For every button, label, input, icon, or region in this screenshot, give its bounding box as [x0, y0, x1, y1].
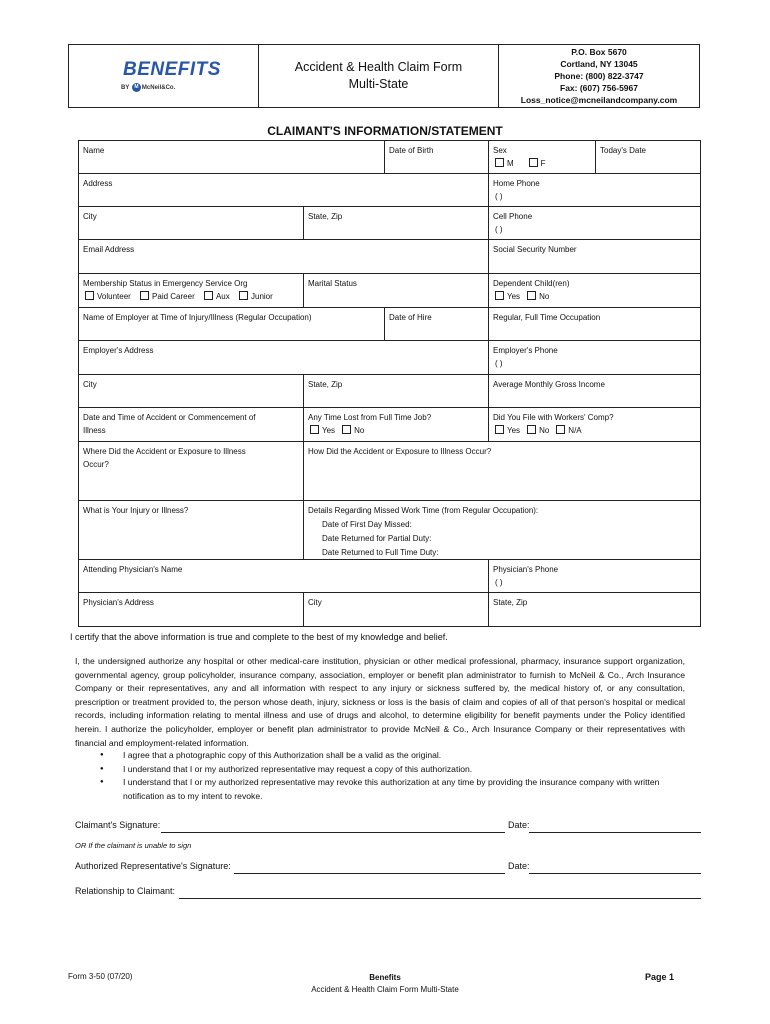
- form-row: [79, 501, 700, 560]
- paid-career-checkbox[interactable]: [140, 291, 149, 300]
- dependent-yes-checkbox[interactable]: [495, 291, 504, 300]
- mcneil-badge-icon: M: [132, 83, 141, 92]
- dependent-no-checkbox[interactable]: [527, 291, 536, 300]
- state-zip-field[interactable]: State, Zip: [304, 207, 489, 239]
- todays-date-field[interactable]: Today's Date: [600, 146, 646, 155]
- sex-f-checkbox[interactable]: [529, 158, 538, 167]
- home-phone-field[interactable]: Home Phone ( ): [493, 179, 540, 201]
- missed-work-field[interactable]: Details Regarding Missed Work Time (from Regular Occupation): Date of First Day Missed: Date Returned for Partial Duty: Date Returned to Full Time Duty:: [308, 506, 539, 557]
- form-row: [79, 207, 700, 240]
- address-field[interactable]: Address: [79, 174, 489, 206]
- accident-date-field[interactable]: Date and Time of Accident or Commencement of Illness: [79, 408, 304, 441]
- page-number: Page 1: [645, 972, 675, 982]
- membership-status-field: Membership Status in Emergency Service Org Volunteer Paid Career Aux Junior: [79, 274, 304, 307]
- employer-address-field[interactable]: Employer's Address: [79, 341, 489, 374]
- accident-description-field[interactable]: How Did the Accident or Exposure to Illness Occur?: [308, 447, 492, 456]
- form-row: [79, 341, 700, 375]
- comp-na-checkbox[interactable]: [556, 425, 565, 434]
- claimant-date-line[interactable]: [529, 832, 701, 833]
- form-row: [79, 442, 700, 501]
- certification-statement: I certify that the above information is true and complete to the best of my knowledge and belief.: [70, 632, 448, 642]
- form-number: Form 3-50 (07/20): [68, 972, 133, 981]
- comp-no-checkbox[interactable]: [527, 425, 536, 434]
- claimant-signature-row: Claimant's Signature: Date:: [75, 820, 705, 834]
- marital-status-field[interactable]: Marital Status: [304, 274, 489, 307]
- physician-name-field[interactable]: Attending Physician's Name: [79, 560, 489, 592]
- sex-field: Sex M F: [489, 141, 596, 173]
- email-field[interactable]: Email Address: [79, 240, 489, 273]
- logo-byline: BY M McNeil&Co.: [121, 84, 176, 92]
- loss-notice-email[interactable]: Loss_notice@mcneilandcompany.com: [520, 95, 678, 105]
- authorization-paragraph: I, the undersigned authorize any hospital or other medical-care institution, physician or other medical professional, pharmacy, insurance support organization, governmental agency, group policyholder, insurance company, association, employer or benefit plan administrator to furnish to McNeil & Co., Arch Insurance Company or their representatives, any and all information with respect to any injury or sickness suffered by, the medical history of, or any consultation, prescription or treatment provided to, the person whose death, injury, sickness or loss is the basis of claim and copies of all of that person's hospital or medical records, including information relating to mental illness and use of drugs and alcohol, to determine eligibility for benefit payments under the Policy identified herein. I authorize the policyholder, employer or benefit plan administrator to provide McNeil & Co., Arch Insurance Company or their representatives with financial and employment-related information.: [75, 656, 685, 748]
- list-item: ● I understand that I or my authorized representative may request a copy of this authorization.: [100, 763, 680, 777]
- list-item: ● I agree that a photographic copy of this Authorization shall be a valid as the original.: [100, 749, 680, 763]
- accident-location-field[interactable]: Where Did the Accident or Exposure to Illness Occur?: [79, 442, 304, 500]
- workers-comp-field: Did You File with Workers' Comp? Yes No N/A: [493, 413, 614, 435]
- occupation-field[interactable]: Regular, Full Time Occupation: [493, 313, 601, 322]
- form-row: [79, 560, 700, 593]
- employer-city-field[interactable]: City: [79, 375, 304, 407]
- representative-date-line[interactable]: [529, 873, 701, 874]
- footer-center: Benefits Accident & Health Claim Form Multi-State: [311, 973, 459, 994]
- form-row: [79, 408, 700, 442]
- list-item: ● I understand that I or my authorized representative may revoke this authorization at any time by providing the insurance company with written notification as to my intent to revoke.: [100, 776, 680, 803]
- form-row: [79, 274, 700, 308]
- cell-phone-field[interactable]: Cell Phone ( ): [493, 212, 533, 234]
- time-lost-no-checkbox[interactable]: [342, 425, 351, 434]
- form-header: [68, 44, 700, 108]
- employer-phone-field[interactable]: Employer's Phone ( ): [493, 346, 558, 368]
- employer-state-zip-field[interactable]: State, Zip: [304, 375, 489, 407]
- representative-signature-line[interactable]: [234, 873, 505, 874]
- junior-checkbox[interactable]: [239, 291, 248, 300]
- avg-income-field[interactable]: Average Monthly Gross Income: [493, 380, 605, 389]
- form-row: [79, 308, 700, 341]
- physician-phone-field[interactable]: Physician's Phone ( ): [493, 565, 559, 587]
- sex-m-checkbox[interactable]: [495, 158, 504, 167]
- employer-name-field[interactable]: Name of Employer at Time of Injury/Illness (Regular Occupation): [79, 308, 385, 340]
- contact-info: P.O. Box 5670 Cortland, NY 13045 Phone: (800) 822-3747 Fax: (607) 756-5967 Loss_notice@mcneilandcompany.com: [499, 45, 699, 107]
- physician-city-field[interactable]: City: [304, 593, 489, 626]
- time-lost-field: Any Time Lost from Full Time Job? Yes No: [304, 408, 489, 441]
- representative-signature-row: Authorized Representative's Signature: Date:: [75, 861, 705, 875]
- comp-yes-checkbox[interactable]: [495, 425, 504, 434]
- authorization-bullets: [100, 749, 680, 803]
- date-of-hire-field[interactable]: Date of Hire: [385, 308, 489, 340]
- logo-wordmark: BENEFITS: [123, 59, 221, 80]
- volunteer-checkbox[interactable]: [85, 291, 94, 300]
- time-lost-yes-checkbox[interactable]: [310, 425, 319, 434]
- benefits-logo: [69, 45, 259, 107]
- dependent-children-field: Dependent Child(ren) Yes No: [493, 279, 570, 301]
- relationship-row: Relationship to Claimant:: [75, 886, 705, 900]
- form-row: [79, 375, 700, 408]
- physician-state-zip-field[interactable]: State, Zip: [493, 598, 528, 607]
- form-row: [79, 174, 700, 207]
- name-field[interactable]: Name: [79, 141, 385, 173]
- relationship-line[interactable]: [179, 898, 701, 899]
- city-field[interactable]: City: [79, 207, 304, 239]
- form-title: Accident & Health Claim Form Multi-State: [259, 45, 499, 107]
- injury-field[interactable]: What is Your Injury or Illness?: [79, 501, 304, 559]
- ssn-field[interactable]: Social Security Number: [493, 245, 577, 254]
- dob-field[interactable]: Date of Birth: [385, 141, 489, 173]
- section-title: CLAIMANT'S INFORMATION/STATEMENT: [267, 124, 503, 138]
- form-row: [79, 141, 700, 174]
- form-row: [79, 240, 700, 274]
- form-row: [79, 593, 700, 626]
- claimant-info-grid: [78, 140, 701, 627]
- claimant-signature-line[interactable]: [161, 832, 505, 833]
- signature-note: OR If the claimant is unable to sign: [75, 841, 192, 850]
- aux-checkbox[interactable]: [204, 291, 213, 300]
- physician-address-field[interactable]: Physician's Address: [79, 593, 304, 626]
